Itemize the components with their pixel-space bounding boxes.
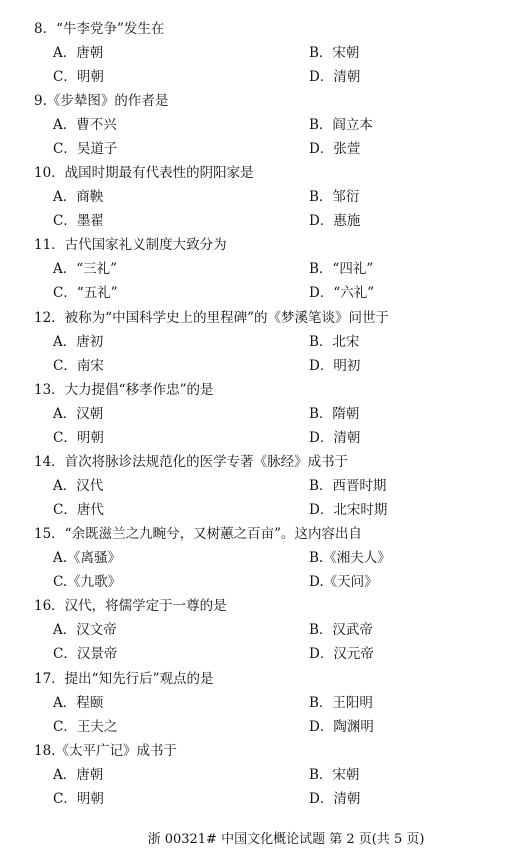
option-c: C．吴道子: [53, 141, 118, 157]
option-b: B．“四礼”: [309, 261, 374, 277]
option-d: D．“六礼”: [309, 285, 375, 301]
option-d: D．清朝: [309, 791, 361, 807]
option-d: D．明初: [309, 358, 361, 374]
question-stem: 18.《太平广记》成书于: [34, 743, 177, 759]
question-stem: 11．古代国家礼义制度大致分为: [34, 237, 227, 253]
option-c: C．“五礼”: [53, 285, 118, 301]
question-stem: 17．提出“知先行后”观点的是: [34, 671, 214, 687]
option-a: A．汉代: [53, 478, 104, 494]
option-b: B．北宋: [309, 334, 360, 350]
option-a: A.《离骚》: [53, 550, 122, 566]
option-a: A．唐朝: [53, 45, 104, 61]
question-stem: 8．“牛李党争”发生在: [34, 21, 165, 37]
page-footer: 浙 00321# 中国文化概论试题 第 2 页(共 5 页): [147, 832, 425, 847]
option-a: A．汉文帝: [53, 622, 117, 638]
option-a: A．商鞅: [53, 189, 104, 205]
option-a: A．汉朝: [53, 406, 104, 422]
option-d: D．清朝: [309, 69, 361, 85]
option-b: B．宋朝: [309, 767, 360, 783]
option-b: B．宋朝: [309, 45, 360, 61]
option-c: C．明朝: [53, 69, 104, 85]
question-stem: 12．被称为“中国科学史上的里程碑”的《梦溪笔谈》问世于: [34, 310, 389, 326]
option-c: C．王夫之: [53, 719, 118, 735]
option-c: C．南宋: [53, 358, 104, 374]
option-c: C．墨翟: [53, 213, 104, 229]
question-stem: 13．大力提倡“移孝作忠”的是: [34, 382, 214, 398]
question-stem: 16．汉代，将儒学定于一尊的是: [34, 598, 227, 614]
question-stem: 15．“余既滋兰之九畹兮，又树蕙之百亩”。这内容出自: [34, 526, 362, 542]
option-a: A．程颐: [53, 695, 104, 711]
option-c: C．明朝: [53, 430, 104, 446]
question-stem: 14．首次将脉诊法规范化的医学专著《脉经》成书于: [34, 454, 349, 470]
option-d: D．张萱: [309, 141, 361, 157]
option-b: B．王阳明: [309, 695, 373, 711]
option-a: A．曹不兴: [53, 117, 117, 133]
option-b: B．西晋时期: [309, 478, 387, 494]
option-c: C.《九歌》: [53, 574, 122, 590]
option-d: D．陶渊明: [309, 719, 374, 735]
option-b: B.《湘夫人》: [309, 550, 391, 566]
option-b: B．邹衍: [309, 189, 360, 205]
question-stem: 10．战国时期最有代表性的阴阳家是: [34, 165, 254, 181]
option-d: D．惠施: [309, 213, 361, 229]
option-b: B．阎立本: [309, 117, 373, 133]
option-d: D．汉元帝: [309, 646, 374, 662]
option-d: D．北宋时期: [309, 502, 388, 518]
option-c: C．唐代: [53, 502, 104, 518]
option-d: D.《天问》: [309, 574, 378, 590]
option-a: A．唐初: [53, 334, 104, 350]
option-c: C．汉景帝: [53, 646, 118, 662]
question-stem: 9.《步辇图》的作者是: [34, 93, 169, 109]
option-c: C．明朝: [53, 791, 104, 807]
option-b: B．隋朝: [309, 406, 360, 422]
option-a: A．“三礼”: [53, 261, 118, 277]
option-b: B．汉武帝: [309, 622, 373, 638]
option-a: A．唐朝: [53, 767, 104, 783]
option-d: D．清朝: [309, 430, 361, 446]
